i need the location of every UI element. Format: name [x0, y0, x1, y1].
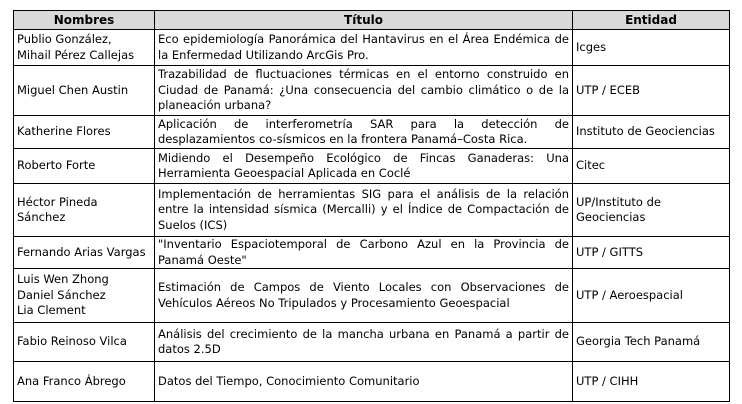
entity-cell — [573, 362, 730, 402]
entity-cell — [573, 269, 730, 323]
table-row — [14, 323, 730, 362]
entity-name: Geociencias — [576, 210, 646, 224]
names-cell — [14, 184, 155, 237]
person-name: Lia Clement — [17, 303, 86, 318]
entity-name: UP/Instituto de — [576, 194, 661, 209]
title-cell: Midiendo el Desempeño Ecológico de Fincas Ganaderas: Una Herramienta Geoespacial Aplicada en Coclé — [155, 149, 573, 184]
person-name: Héctor Pineda — [17, 194, 98, 209]
table-row — [14, 362, 730, 402]
table-row — [14, 184, 730, 237]
entity-cell — [573, 66, 730, 116]
entity-cell — [573, 237, 730, 269]
names-cell — [14, 149, 155, 184]
entity-name: Icges — [576, 39, 607, 54]
entity-name: Instituto de Geociencias — [576, 124, 715, 139]
person-name: Daniel Sánchez — [17, 287, 106, 302]
person-name: Miguel Chen Austin — [17, 82, 129, 97]
names-cell — [14, 362, 155, 402]
title-cell: Eco epidemiología Panorámica del Hantavirus en el Área Endémica de la Enfermedad Utilizando ArcGis Pro. — [155, 30, 573, 66]
entity-name: UTP / Aeroespacial — [576, 287, 683, 302]
entity-name: UTP / GITTS — [576, 244, 644, 259]
title-cell: "Inventario Espaciotemporal de Carbono Azul en la Provincia de Panamá Oeste" — [155, 237, 573, 269]
title-cell: Estimación de Campos de Viento Locales con Observaciones de Vehículos Aéreos No Tripulados y Procesamiento Geoespacial — [155, 269, 573, 323]
title-cell: Trazabilidad de fluctuaciones térmicas en el entorno construido en Ciudad de Panamá: ¿Una consecuencia del cambio climático o de la planeación urbana? — [155, 66, 573, 116]
names-cell — [14, 116, 155, 149]
table-row — [14, 66, 730, 116]
person-name: Mihail Pérez Callejas — [17, 47, 135, 62]
header-entidad: Entidad — [573, 11, 730, 30]
entity-name: UTP / CIHH — [576, 373, 639, 388]
header-nombres: Nombres — [14, 11, 155, 30]
projects-table — [13, 10, 730, 402]
title-cell: Datos del Tiempo, Conocimiento Comunitario — [155, 362, 573, 402]
entity-cell — [573, 184, 730, 237]
table-row — [14, 269, 730, 323]
person-name: Fernando Arias Vargas — [17, 244, 146, 259]
entity-cell — [573, 116, 730, 149]
names-cell — [14, 237, 155, 269]
person-name: Roberto Forte — [17, 158, 96, 173]
table-row — [14, 30, 730, 66]
header-titulo: Título — [155, 11, 573, 30]
entity-cell — [573, 30, 730, 66]
person-name: Ana Franco Ábrego — [17, 373, 126, 388]
names-cell — [14, 269, 155, 323]
entity-name: Citec — [576, 158, 606, 173]
names-cell — [14, 323, 155, 362]
table-row — [14, 237, 730, 269]
table-body — [14, 30, 730, 402]
header-row — [14, 11, 730, 30]
entity-name: UTP / ECEB — [576, 82, 641, 97]
person-name: Katherine Flores — [17, 124, 111, 139]
entity-cell — [573, 149, 730, 184]
table-row — [14, 116, 730, 149]
person-name: Fabio Reinoso Vilca — [17, 334, 127, 349]
table-row — [14, 149, 730, 184]
title-cell: Aplicación de interferometría SAR para la detección de desplazamientos co-sísmicos en la frontera Panamá–Costa Rica. — [155, 116, 573, 149]
person-name: Luis Wen Zhong — [17, 272, 109, 287]
entity-name: Georgia Tech Panamá — [576, 334, 701, 349]
names-cell — [14, 66, 155, 116]
person-name: Publio González, — [17, 32, 112, 46]
entity-cell — [573, 323, 730, 362]
title-cell: Implementación de herramientas SIG para el análisis de la relación entre la intensidad sísmica (Mercalli) y el Índice de Compactación de Suelos (ICS) — [155, 184, 573, 237]
person-name: Sánchez — [17, 210, 66, 224]
names-cell — [14, 30, 155, 66]
title-cell: Análisis del crecimiento de la mancha urbana en Panamá a partir de datos 2.5D — [155, 323, 573, 362]
